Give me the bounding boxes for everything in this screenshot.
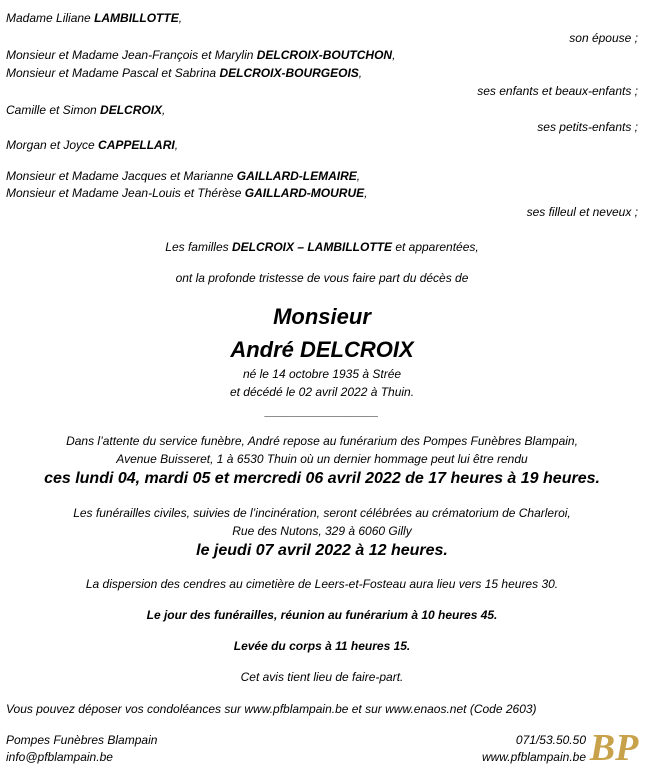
lifting-line: Levée du corps à 11 heures 15. bbox=[233, 639, 411, 653]
deceased-title: Monsieur bbox=[273, 304, 371, 329]
visitation-dates: ces lundi 04, mardi 05 et mercredi 06 avril 2022 de 17 heures à 19 heures. bbox=[44, 470, 600, 487]
notice-line: Cet avis tient lieu de faire-part. bbox=[240, 670, 404, 684]
godchildren-role: ses filleul et neveux ; bbox=[526, 205, 638, 219]
grandchildren-role: ses petits-enfants ; bbox=[537, 120, 638, 134]
child-line-1: Monsieur et Madame Jean-François et Marylin DELCROIX-BOUTCHON, bbox=[6, 48, 396, 62]
wife-line: Madame Liliane LAMBILLOTTE, bbox=[6, 11, 183, 25]
bp-logo-mark bbox=[584, 726, 644, 770]
funeral-line-2: Rue des Nutons, 329 à 6060 Gilly bbox=[232, 524, 412, 538]
visitation-line-1: Dans l’attente du service funèbre, André repose au funérarium des Pompes Funèbres Blampain, bbox=[66, 434, 578, 448]
separator: _________________ bbox=[265, 404, 379, 418]
company-phone: 071/53.50.50 bbox=[515, 733, 586, 747]
funeral-line-1: Les funérailles civiles, suivies de l’incinération, seront célébrées au crématorium de Charleroi, bbox=[73, 506, 571, 520]
funeral-date: le jeudi 07 avril 2022 à 12 heures. bbox=[196, 542, 448, 559]
godchild-line-1: Monsieur et Madame Jacques et Marianne GAILLARD-LEMAIRE, bbox=[6, 169, 361, 183]
intro-line: ont la profonde tristesse de vous faire part du décès de bbox=[175, 271, 469, 285]
bp-logo bbox=[584, 726, 644, 770]
dispersion-line: La dispersion des cendres au cimetière de Leers-et-Fosteau aura lieu vers 15 heures 30. bbox=[85, 577, 559, 591]
godchild-line-2: Monsieur et Madame Jean-Louis et Thérèse GAILLARD-MOURUE, bbox=[6, 186, 368, 200]
deceased-name: André DELCROIX bbox=[230, 337, 414, 362]
company-name: Pompes Funèbres Blampain bbox=[6, 733, 158, 747]
children-role: ses enfants et beaux-enfants ; bbox=[477, 84, 638, 98]
birth-line: né le 14 octobre 1935 à Strée bbox=[242, 367, 402, 381]
meeting-line: Le jour des funérailles, réunion au funérarium à 10 heures 45. bbox=[146, 608, 498, 622]
company-website[interactable]: www.pfblampain.be bbox=[481, 750, 586, 764]
wife-role: son épouse ; bbox=[569, 31, 638, 45]
child-line-2: Monsieur et Madame Pascal et Sabrina DELCROIX-BOURGEOIS, bbox=[6, 66, 363, 80]
bp-logo-text: BP bbox=[589, 727, 639, 769]
condolences-line: Vous pouvez déposer vos condoléances sur www.pfblampain.be et sur www.enaos.net (Code 2603) bbox=[6, 702, 537, 716]
death-line: et décédé le 02 avril 2022 à Thuin. bbox=[229, 385, 415, 399]
families-line: Les familles DELCROIX – LAMBILLOTTE et apparentées, bbox=[165, 240, 479, 254]
visitation-line-2: Avenue Buisseret, 1 à 6530 Thuin où un dernier hommage peut lui être rendu bbox=[116, 452, 528, 466]
grandchild-line-2: Morgan et Joyce CAPPELLARI, bbox=[6, 138, 179, 152]
grandchild-line-1: Camille et Simon DELCROIX, bbox=[6, 103, 166, 117]
company-email[interactable]: info@pfblampain.be bbox=[6, 750, 113, 764]
